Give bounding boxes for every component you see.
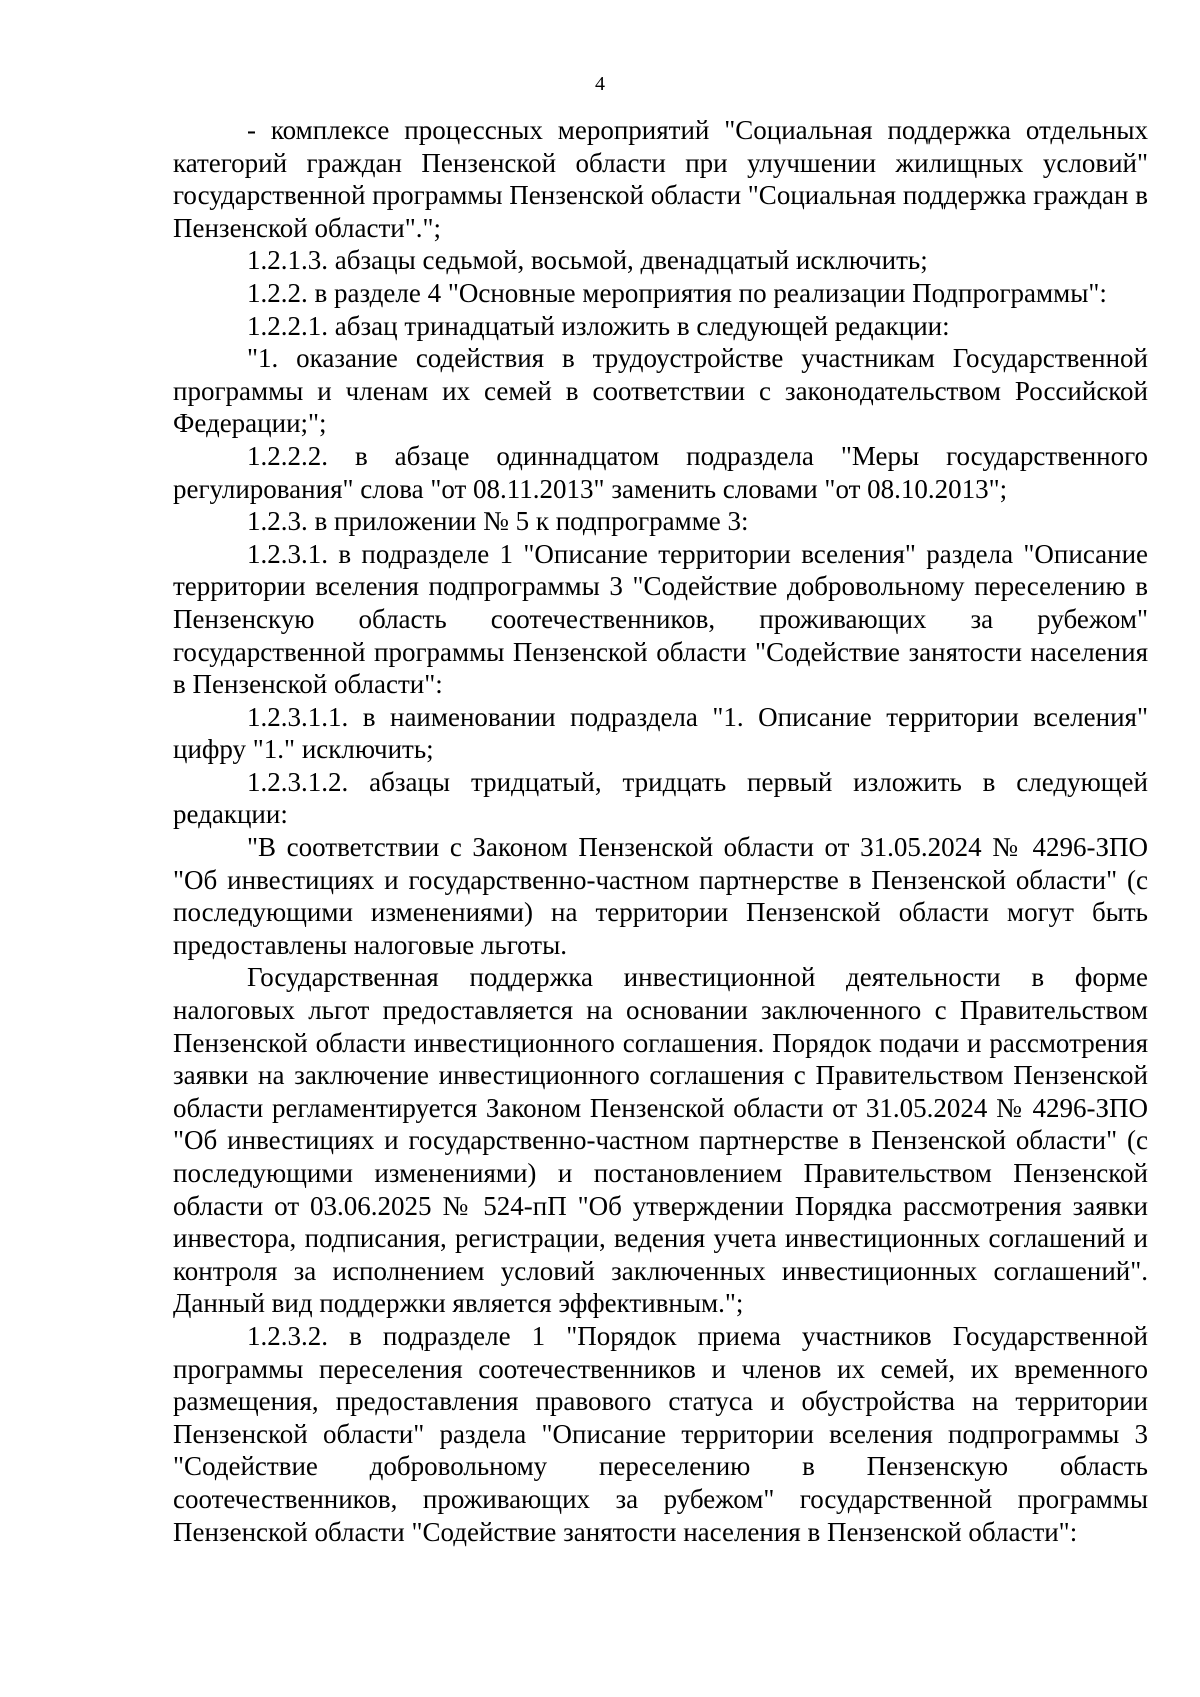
paragraph-1: - комплексе процессных мероприятий "Социальная поддержка отдельных категорий граждан Пензенской области при улучшении жилищных условий" государственной программы Пензенской области "Социальная поддержка граждан в Пензенской области"."; [173, 115, 1148, 243]
paragraph-5: "1. оказание содействия в трудоустройстве участникам Государственной программы и членам их семей в соответствии с законодательством Российской Федерации;"; [173, 343, 1148, 439]
paragraph-9: 1.2.3.1.1. в наименовании подраздела "1. Описание территории вселения" цифру "1." исключить; [173, 701, 1148, 765]
paragraph-10: 1.2.3.1.2. абзацы тридцатый, тридцать первый изложить в следующей редакции: [173, 766, 1148, 830]
paragraph-4: 1.2.2.1. абзац тринадцатый изложить в следующей редакции: [247, 310, 950, 341]
paragraph-6: 1.2.2.2. в абзаце одиннадцатом подраздела "Меры государственного регулирования" слова "от 08.11.2013" заменить словами "от 08.10.2013"; [173, 440, 1148, 504]
paragraph-8: 1.2.3.1. в подразделе 1 "Описание территории вселения" раздела "Описание территории вселения подпрограммы 3 "Содействие добровольному переселению в Пензенскую область соотечественников, проживающих за рубежом" государственной программы Пензенской области "Содействие занятости населения в Пензенской области": [173, 538, 1148, 700]
paragraph-12: Государственная поддержка инвестиционной деятельности в форме налоговых льгот предоставляется на основании заключенного с Правительством Пензенской области инвестиционного соглашения. Порядок подачи и рассмотрения заявки на заключение инвестиционного соглашения с Правительством Пензенской области регламентируется Законом Пензенской области от 31.05.2024 № 4296-ЗПО "Об инвестициях и государственно-частном партнерстве в Пензенской области" (с последующими изменениями) и постановлением Правительством Пензенской области от 03.06.2025 № 524-пП "Об утверждении Порядка рассмотрения заявки инвестора, подписания, регистрации, ведения учета инвестиционных соглашений и контроля за исполнением условий заключенных инвестиционных соглашений". Данный вид поддержки является эффективным."; [173, 962, 1148, 1319]
paragraph-3: 1.2.2. в разделе 4 "Основные мероприятия по реализации Подпрограммы": [247, 277, 1107, 308]
document-body [173, 114, 1148, 1548]
paragraph-11: "В соответствии с Законом Пензенской области от 31.05.2024 № 4296-ЗПО "Об инвестициях и государственно-частном партнерстве в Пензенской области" (с последующими изменениями) на территории Пензенской области могут быть предоставлены налоговые льготы. [173, 832, 1148, 960]
paragraph-2: 1.2.1.3. абзацы седьмой, восьмой, двенадцатый исключить; [247, 245, 928, 276]
paragraph-7: 1.2.3. в приложении № 5 к подпрограмме 3: [247, 506, 749, 537]
paragraph-13: 1.2.3.2. в подразделе 1 "Порядок приема участников Государственной программы переселения соотечественников и членов их семей, их временного размещения, предоставления правового статуса и обустройства на территории Пензенской области" раздела "Описание территории вселения подпрограммы 3 "Содействие добровольному переселению в Пензенскую область соотечественников, проживающих за рубежом" государственной программы Пензенской области "Содействие занятости населения в Пензенской области": [173, 1320, 1148, 1547]
page-number: 4 [595, 73, 605, 95]
